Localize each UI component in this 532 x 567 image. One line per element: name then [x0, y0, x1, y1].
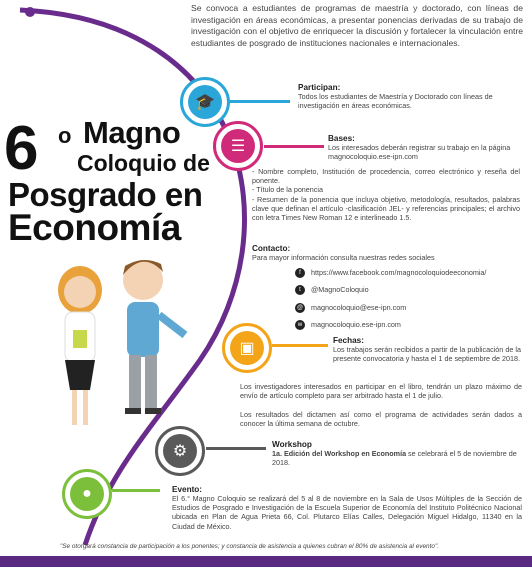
contacto-text: Para mayor información consulta nuestras redes sociales	[252, 253, 435, 262]
connector-fechas	[272, 344, 328, 347]
connector-bases	[264, 145, 324, 148]
checklist-icon: ☰	[221, 129, 255, 163]
web-icon: w	[295, 320, 305, 330]
contact-facebook[interactable]	[295, 268, 486, 278]
workshop-text: se celebrará el 5 de noviembre de 2018.	[272, 449, 517, 468]
section-contacto	[252, 244, 522, 262]
fechas-heading: Fechas:	[333, 336, 364, 345]
twitter-icon: t	[295, 285, 305, 295]
fechas-libro: Los investigadores interesados en participar en el libro, tendrán un plazo máximo de envío de artículo completo para ser arbitrado hasta el 1 de julio.	[240, 382, 522, 401]
fechas-text: Los trabajos serán recibidos a partir de la publicación de la presente convocatoria y hasta el 1 de septiembre de 2018.	[333, 345, 521, 364]
bases-icon-badge	[213, 121, 263, 171]
title-line-4: Economía	[8, 207, 181, 248]
fechas-icon-badge	[222, 323, 272, 373]
contact-email[interactable]	[295, 303, 406, 313]
twitter-handle[interactable]: @MagnoColoquio	[311, 285, 369, 295]
contact-web[interactable]	[295, 320, 401, 330]
graduate-icon: 🎓	[188, 85, 222, 119]
calendar-icon: ▣	[230, 331, 264, 365]
email-link[interactable]: magnocoloquio@ese-ipn.com	[311, 303, 407, 313]
title-number: 6	[4, 114, 39, 183]
evento-heading: Evento:	[172, 485, 203, 494]
participan-text: Todos los estudiantes de Maestría y Doctorado con líneas de investigación en áreas económicas.	[298, 92, 493, 111]
characters-illustration	[35, 250, 195, 440]
bases-item: - Nombre completo, Institución de procedencia, correo electrónico y reseña del ponente.	[252, 167, 520, 186]
connector-workshop	[206, 447, 266, 450]
participants-icon-badge	[180, 77, 230, 127]
contact-twitter[interactable]	[295, 285, 369, 295]
bases-text: Los interesados deberán registrar su trabajo en la página magnocoloquio.ese-ipn.com	[328, 143, 511, 162]
title-line-1: Magno	[83, 115, 181, 150]
bases-list	[252, 167, 520, 222]
footer-note: "Se otorgará constancia de participación a los ponentes; y constancia de asistencia a quienes cubran el 80% de asistencia al evento".	[60, 543, 439, 550]
location-pin-icon: ●	[70, 477, 104, 511]
bases-heading: Bases:	[328, 134, 355, 143]
connector-participan	[230, 100, 290, 103]
title-degree: o	[58, 123, 72, 148]
email-icon: @	[296, 305, 304, 311]
bases-item: - Título de la ponencia	[252, 185, 323, 195]
workshop-title: 1a. Edición del Workshop en Economía	[272, 449, 407, 458]
title-line-3: Posgrado en	[8, 176, 203, 213]
section-workshop	[272, 440, 522, 467]
facebook-icon: f	[295, 268, 305, 278]
facebook-link[interactable]: https://www.facebook.com/magnocoloquiodeeconomia/	[311, 268, 487, 278]
section-evento	[172, 485, 522, 531]
evento-text: El 6.° Magno Coloquio se realizará del 5 al 8 de noviembre en la Sala de Usos Múltiples de la Sección de Estudios de Posgrado e Investigación de la Escuela Superior de Economía del Instituto Politécnico Nacional ubicada en Plan de Agua Prieta 66, Col. Plutarco Elías Calles, Delegación Miguel Hidalgo, 11340 en la Ciudad de México.	[172, 494, 522, 531]
gear-icon: ⚙	[163, 434, 197, 468]
section-fechas	[333, 336, 521, 363]
workshop-heading: Workshop	[272, 440, 312, 449]
connector-evento	[112, 489, 160, 492]
fechas-resultados: Los resultados del dictamen así como el programa de actividades serán dados a conocer la última semana de octubre.	[240, 410, 522, 429]
evento-icon-badge	[62, 469, 112, 519]
footer-bar	[0, 556, 532, 567]
workshop-icon-badge	[155, 426, 205, 476]
section-participan	[298, 83, 518, 110]
participan-heading: Participan:	[298, 83, 341, 92]
title-line-2: Coloquio de	[77, 150, 210, 176]
bases-item: - Resumen de la ponencia que incluya objetivo, metodología, resultados, palabras clave que definan el artículo -clasificación JEL- y referencias principales; el archivo con letra Times New Roman 12 e interlineado 1.5.	[252, 194, 520, 223]
contacto-heading: Contacto:	[252, 244, 291, 253]
section-bases	[328, 134, 518, 161]
web-link[interactable]: magnocoloquio.ese-ipn.com	[311, 320, 401, 330]
intro-text: Se convoca a estudiantes de programas de maestría y doctorado, con líneas de investigación en áreas económicas, a presentar ponencias derivadas de su trabajo de investigación con el objetivo de enriquecer la discusión y fortalecer la vinculación entre estudiantes de posgrado de instituciones nacionales e internacionales.	[191, 3, 523, 48]
